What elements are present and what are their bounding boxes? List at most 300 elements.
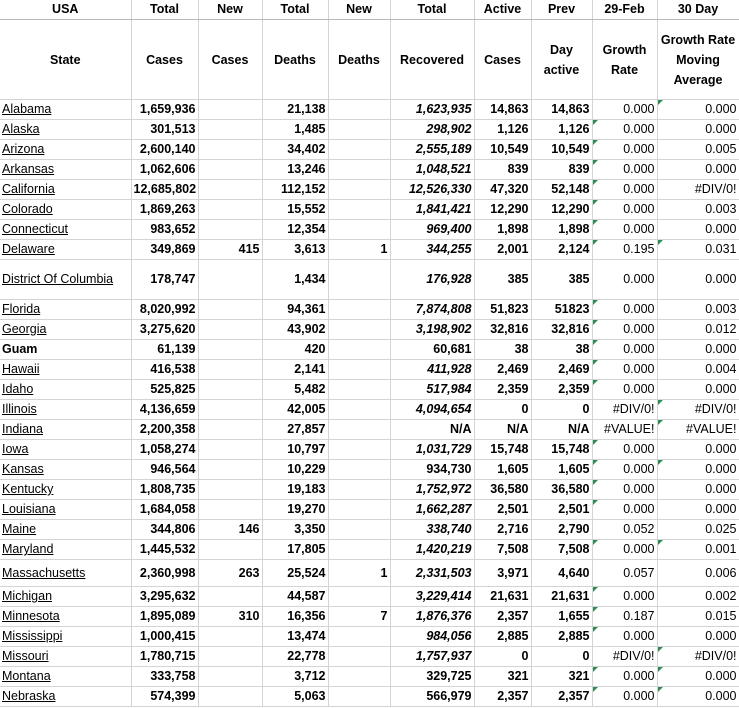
prev-cell[interactable]: 2,124 xyxy=(531,240,592,260)
active-cell[interactable]: 32,816 xyxy=(474,320,531,340)
total-deaths-cell[interactable]: 3,712 xyxy=(262,667,328,687)
new-cases-cell[interactable]: 263 xyxy=(198,560,262,587)
total-deaths-cell[interactable]: 44,587 xyxy=(262,587,328,607)
total-cases-cell[interactable]: 2,600,140 xyxy=(131,140,198,160)
state-cell[interactable]: Illinois xyxy=(0,400,131,420)
state-cell[interactable]: Louisiana xyxy=(0,500,131,520)
total-deaths-cell[interactable]: 12,354 xyxy=(262,220,328,240)
state-cell[interactable]: Arkansas xyxy=(0,160,131,180)
new-cases-cell[interactable] xyxy=(198,160,262,180)
avg-cell[interactable]: 0.000 xyxy=(657,380,739,400)
total-deaths-cell[interactable]: 3,613 xyxy=(262,240,328,260)
new-deaths-cell[interactable] xyxy=(328,300,390,320)
total-cases-cell[interactable]: 1,895,089 xyxy=(131,607,198,627)
total-cases-cell[interactable]: 178,747 xyxy=(131,260,198,300)
total-deaths-cell[interactable]: 2,141 xyxy=(262,360,328,380)
growth-cell[interactable]: 0.000 xyxy=(592,480,657,500)
total-deaths-cell[interactable]: 10,797 xyxy=(262,440,328,460)
new-cases-cell[interactable]: 146 xyxy=(198,520,262,540)
prev-cell[interactable]: 21,631 xyxy=(531,587,592,607)
new-deaths-cell[interactable]: 7 xyxy=(328,607,390,627)
header-cell[interactable]: Prev xyxy=(531,0,592,20)
prev-cell[interactable]: 10,549 xyxy=(531,140,592,160)
new-cases-cell[interactable] xyxy=(198,687,262,707)
state-cell[interactable]: Minnesota xyxy=(0,607,131,627)
prev-cell[interactable]: 32,816 xyxy=(531,320,592,340)
recovered-cell[interactable]: 1,757,937 xyxy=(390,647,474,667)
state-cell[interactable]: Delaware xyxy=(0,240,131,260)
active-cell[interactable]: 10,549 xyxy=(474,140,531,160)
total-deaths-cell[interactable]: 25,524 xyxy=(262,560,328,587)
avg-cell[interactable]: 0.000 xyxy=(657,627,739,647)
state-cell[interactable]: Idaho xyxy=(0,380,131,400)
total-deaths-cell[interactable]: 3,350 xyxy=(262,520,328,540)
active-cell[interactable]: 839 xyxy=(474,160,531,180)
header-cell[interactable]: Deaths xyxy=(262,20,328,100)
state-cell[interactable]: Alaska xyxy=(0,120,131,140)
prev-cell[interactable]: 4,640 xyxy=(531,560,592,587)
active-cell[interactable]: 38 xyxy=(474,340,531,360)
active-cell[interactable]: 2,716 xyxy=(474,520,531,540)
active-cell[interactable]: 2,357 xyxy=(474,607,531,627)
total-deaths-cell[interactable]: 27,857 xyxy=(262,420,328,440)
new-deaths-cell[interactable] xyxy=(328,260,390,300)
prev-cell[interactable]: 1,655 xyxy=(531,607,592,627)
total-cases-cell[interactable]: 946,564 xyxy=(131,460,198,480)
new-cases-cell[interactable] xyxy=(198,220,262,240)
recovered-cell[interactable]: 1,841,421 xyxy=(390,200,474,220)
new-cases-cell[interactable] xyxy=(198,260,262,300)
active-cell[interactable]: 2,359 xyxy=(474,380,531,400)
new-cases-cell[interactable] xyxy=(198,667,262,687)
new-cases-cell[interactable] xyxy=(198,340,262,360)
new-deaths-cell[interactable] xyxy=(328,400,390,420)
total-cases-cell[interactable]: 1,058,274 xyxy=(131,440,198,460)
new-cases-cell[interactable] xyxy=(198,320,262,340)
total-cases-cell[interactable]: 1,000,415 xyxy=(131,627,198,647)
new-deaths-cell[interactable]: 1 xyxy=(328,560,390,587)
total-cases-cell[interactable]: 333,758 xyxy=(131,667,198,687)
prev-cell[interactable]: 1,126 xyxy=(531,120,592,140)
active-cell[interactable]: 2,469 xyxy=(474,360,531,380)
avg-cell[interactable]: 0.000 xyxy=(657,460,739,480)
recovered-cell[interactable]: 411,928 xyxy=(390,360,474,380)
avg-cell[interactable]: 0.003 xyxy=(657,300,739,320)
total-cases-cell[interactable]: 1,684,058 xyxy=(131,500,198,520)
growth-cell[interactable]: 0.187 xyxy=(592,607,657,627)
growth-cell[interactable]: #DIV/0! xyxy=(592,647,657,667)
total-cases-cell[interactable]: 61,139 xyxy=(131,340,198,360)
growth-cell[interactable]: 0.000 xyxy=(592,500,657,520)
state-cell[interactable]: Massachusetts xyxy=(0,560,131,587)
recovered-cell[interactable]: 3,229,414 xyxy=(390,587,474,607)
state-cell[interactable]: Colorado xyxy=(0,200,131,220)
growth-cell[interactable]: 0.000 xyxy=(592,667,657,687)
growth-cell[interactable]: 0.057 xyxy=(592,560,657,587)
new-cases-cell[interactable] xyxy=(198,480,262,500)
total-deaths-cell[interactable]: 34,402 xyxy=(262,140,328,160)
new-cases-cell[interactable] xyxy=(198,540,262,560)
total-deaths-cell[interactable]: 43,902 xyxy=(262,320,328,340)
new-cases-cell[interactable] xyxy=(198,420,262,440)
total-deaths-cell[interactable]: 15,552 xyxy=(262,200,328,220)
avg-cell[interactable]: #DIV/0! xyxy=(657,180,739,200)
active-cell[interactable]: N/A xyxy=(474,420,531,440)
prev-cell[interactable]: 52,148 xyxy=(531,180,592,200)
growth-cell[interactable]: 0.000 xyxy=(592,140,657,160)
recovered-cell[interactable]: 566,979 xyxy=(390,687,474,707)
growth-cell[interactable]: 0.052 xyxy=(592,520,657,540)
total-deaths-cell[interactable]: 5,063 xyxy=(262,687,328,707)
active-cell[interactable]: 0 xyxy=(474,400,531,420)
state-cell[interactable]: Mississippi xyxy=(0,627,131,647)
header-cell[interactable]: Cases xyxy=(198,20,262,100)
prev-cell[interactable]: 0 xyxy=(531,647,592,667)
total-cases-cell[interactable]: 1,869,263 xyxy=(131,200,198,220)
active-cell[interactable]: 14,863 xyxy=(474,100,531,120)
avg-cell[interactable]: 0.000 xyxy=(657,260,739,300)
avg-cell[interactable]: 0.003 xyxy=(657,200,739,220)
active-cell[interactable]: 21,631 xyxy=(474,587,531,607)
new-cases-cell[interactable] xyxy=(198,440,262,460)
total-cases-cell[interactable]: 3,295,632 xyxy=(131,587,198,607)
new-deaths-cell[interactable] xyxy=(328,420,390,440)
recovered-cell[interactable]: 1,048,521 xyxy=(390,160,474,180)
header-cell[interactable]: Total xyxy=(262,0,328,20)
new-cases-cell[interactable] xyxy=(198,460,262,480)
header-cell[interactable]: Total xyxy=(390,0,474,20)
total-cases-cell[interactable]: 2,360,998 xyxy=(131,560,198,587)
total-cases-cell[interactable]: 525,825 xyxy=(131,380,198,400)
growth-cell[interactable]: 0.000 xyxy=(592,100,657,120)
total-deaths-cell[interactable]: 1,485 xyxy=(262,120,328,140)
header-cell[interactable]: New xyxy=(328,0,390,20)
recovered-cell[interactable]: 1,420,219 xyxy=(390,540,474,560)
new-deaths-cell[interactable]: 1 xyxy=(328,240,390,260)
avg-cell[interactable]: 0.000 xyxy=(657,340,739,360)
new-cases-cell[interactable] xyxy=(198,200,262,220)
new-deaths-cell[interactable] xyxy=(328,100,390,120)
recovered-cell[interactable]: 2,331,503 xyxy=(390,560,474,587)
total-cases-cell[interactable]: 1,808,735 xyxy=(131,480,198,500)
new-cases-cell[interactable] xyxy=(198,140,262,160)
total-cases-cell[interactable]: 4,136,659 xyxy=(131,400,198,420)
recovered-cell[interactable]: N/A xyxy=(390,420,474,440)
total-cases-cell[interactable]: 574,399 xyxy=(131,687,198,707)
growth-cell[interactable]: 0.000 xyxy=(592,687,657,707)
total-cases-cell[interactable]: 3,275,620 xyxy=(131,320,198,340)
new-deaths-cell[interactable] xyxy=(328,627,390,647)
state-cell[interactable]: Arizona xyxy=(0,140,131,160)
state-cell[interactable]: Florida xyxy=(0,300,131,320)
prev-cell[interactable]: 1,605 xyxy=(531,460,592,480)
prev-cell[interactable]: 38 xyxy=(531,340,592,360)
growth-cell[interactable]: 0.000 xyxy=(592,540,657,560)
avg-cell[interactable]: 0.031 xyxy=(657,240,739,260)
total-cases-cell[interactable]: 8,020,992 xyxy=(131,300,198,320)
active-cell[interactable]: 0 xyxy=(474,647,531,667)
state-cell[interactable]: Kentucky xyxy=(0,480,131,500)
growth-cell[interactable]: 0.000 xyxy=(592,160,657,180)
growth-cell[interactable]: 0.000 xyxy=(592,260,657,300)
new-deaths-cell[interactable] xyxy=(328,667,390,687)
state-cell[interactable]: Indiana xyxy=(0,420,131,440)
header-cell[interactable]: Cases xyxy=(474,20,531,100)
new-cases-cell[interactable]: 310 xyxy=(198,607,262,627)
recovered-cell[interactable]: 2,555,189 xyxy=(390,140,474,160)
total-deaths-cell[interactable]: 16,356 xyxy=(262,607,328,627)
avg-cell[interactable]: 0.000 xyxy=(657,480,739,500)
prev-cell[interactable]: 12,290 xyxy=(531,200,592,220)
state-cell[interactable]: Montana xyxy=(0,667,131,687)
growth-cell[interactable]: 0.000 xyxy=(592,440,657,460)
recovered-cell[interactable]: 344,255 xyxy=(390,240,474,260)
new-deaths-cell[interactable] xyxy=(328,380,390,400)
new-deaths-cell[interactable] xyxy=(328,480,390,500)
active-cell[interactable]: 2,501 xyxy=(474,500,531,520)
state-cell[interactable]: Maryland xyxy=(0,540,131,560)
new-deaths-cell[interactable] xyxy=(328,460,390,480)
state-cell[interactable]: Alabama xyxy=(0,100,131,120)
recovered-cell[interactable]: 3,198,902 xyxy=(390,320,474,340)
growth-cell[interactable]: 0.000 xyxy=(592,220,657,240)
total-deaths-cell[interactable]: 19,270 xyxy=(262,500,328,520)
new-cases-cell[interactable] xyxy=(198,400,262,420)
avg-cell[interactable]: 0.000 xyxy=(657,220,739,240)
total-deaths-cell[interactable]: 17,805 xyxy=(262,540,328,560)
new-deaths-cell[interactable] xyxy=(328,647,390,667)
recovered-cell[interactable]: 338,740 xyxy=(390,520,474,540)
header-cell[interactable]: USA xyxy=(0,0,131,20)
new-cases-cell[interactable] xyxy=(198,647,262,667)
recovered-cell[interactable]: 7,874,808 xyxy=(390,300,474,320)
growth-cell[interactable]: 0.000 xyxy=(592,320,657,340)
prev-cell[interactable]: 2,469 xyxy=(531,360,592,380)
state-cell[interactable]: District Of Columbia xyxy=(0,260,131,300)
active-cell[interactable]: 12,290 xyxy=(474,200,531,220)
avg-cell[interactable]: 0.006 xyxy=(657,560,739,587)
total-cases-cell[interactable]: 2,200,358 xyxy=(131,420,198,440)
total-cases-cell[interactable]: 12,685,802 xyxy=(131,180,198,200)
state-cell[interactable]: Georgia xyxy=(0,320,131,340)
avg-cell[interactable]: #DIV/0! xyxy=(657,400,739,420)
total-deaths-cell[interactable]: 10,229 xyxy=(262,460,328,480)
new-cases-cell[interactable] xyxy=(198,300,262,320)
total-cases-cell[interactable]: 1,780,715 xyxy=(131,647,198,667)
new-cases-cell[interactable] xyxy=(198,587,262,607)
active-cell[interactable]: 1,126 xyxy=(474,120,531,140)
total-cases-cell[interactable]: 349,869 xyxy=(131,240,198,260)
new-deaths-cell[interactable] xyxy=(328,180,390,200)
new-deaths-cell[interactable] xyxy=(328,500,390,520)
active-cell[interactable]: 7,508 xyxy=(474,540,531,560)
new-cases-cell[interactable] xyxy=(198,627,262,647)
prev-cell[interactable]: 2,357 xyxy=(531,687,592,707)
new-deaths-cell[interactable] xyxy=(328,687,390,707)
new-cases-cell[interactable] xyxy=(198,120,262,140)
recovered-cell[interactable]: 1,031,729 xyxy=(390,440,474,460)
active-cell[interactable]: 2,885 xyxy=(474,627,531,647)
avg-cell[interactable]: 0.004 xyxy=(657,360,739,380)
recovered-cell[interactable]: 969,400 xyxy=(390,220,474,240)
recovered-cell[interactable]: 984,056 xyxy=(390,627,474,647)
header-cell[interactable]: State xyxy=(0,20,131,100)
state-cell[interactable]: Maine xyxy=(0,520,131,540)
prev-cell[interactable]: 385 xyxy=(531,260,592,300)
new-deaths-cell[interactable] xyxy=(328,120,390,140)
state-cell[interactable]: Missouri xyxy=(0,647,131,667)
active-cell[interactable]: 15,748 xyxy=(474,440,531,460)
new-cases-cell[interactable] xyxy=(198,100,262,120)
total-deaths-cell[interactable]: 19,183 xyxy=(262,480,328,500)
prev-cell[interactable]: 2,885 xyxy=(531,627,592,647)
state-cell[interactable]: Kansas xyxy=(0,460,131,480)
total-cases-cell[interactable]: 1,062,606 xyxy=(131,160,198,180)
growth-cell[interactable]: 0.000 xyxy=(592,627,657,647)
active-cell[interactable]: 47,320 xyxy=(474,180,531,200)
new-deaths-cell[interactable] xyxy=(328,140,390,160)
header-cell[interactable]: 30 Day xyxy=(657,0,739,20)
prev-cell[interactable]: 2,359 xyxy=(531,380,592,400)
new-deaths-cell[interactable] xyxy=(328,160,390,180)
header-cell[interactable]: Growth Rate Moving Average xyxy=(657,20,739,100)
new-deaths-cell[interactable] xyxy=(328,340,390,360)
total-deaths-cell[interactable]: 22,778 xyxy=(262,647,328,667)
prev-cell[interactable]: 15,748 xyxy=(531,440,592,460)
recovered-cell[interactable]: 329,725 xyxy=(390,667,474,687)
growth-cell[interactable]: 0.000 xyxy=(592,180,657,200)
new-deaths-cell[interactable] xyxy=(328,360,390,380)
total-deaths-cell[interactable]: 112,152 xyxy=(262,180,328,200)
avg-cell[interactable]: 0.000 xyxy=(657,120,739,140)
avg-cell[interactable]: 0.015 xyxy=(657,607,739,627)
new-deaths-cell[interactable] xyxy=(328,520,390,540)
prev-cell[interactable]: 2,501 xyxy=(531,500,592,520)
recovered-cell[interactable]: 12,526,330 xyxy=(390,180,474,200)
state-cell[interactable]: Michigan xyxy=(0,587,131,607)
total-cases-cell[interactable]: 1,659,936 xyxy=(131,100,198,120)
prev-cell[interactable]: 0 xyxy=(531,400,592,420)
active-cell[interactable]: 1,605 xyxy=(474,460,531,480)
active-cell[interactable]: 321 xyxy=(474,667,531,687)
header-cell[interactable]: Recovered xyxy=(390,20,474,100)
header-cell[interactable]: New xyxy=(198,0,262,20)
new-cases-cell[interactable] xyxy=(198,500,262,520)
total-cases-cell[interactable]: 983,652 xyxy=(131,220,198,240)
state-cell[interactable]: Hawaii xyxy=(0,360,131,380)
recovered-cell[interactable]: 517,984 xyxy=(390,380,474,400)
state-cell[interactable]: California xyxy=(0,180,131,200)
total-deaths-cell[interactable]: 21,138 xyxy=(262,100,328,120)
recovered-cell[interactable]: 1,662,287 xyxy=(390,500,474,520)
active-cell[interactable]: 2,001 xyxy=(474,240,531,260)
growth-cell[interactable]: 0.000 xyxy=(592,120,657,140)
prev-cell[interactable]: 14,863 xyxy=(531,100,592,120)
header-cell[interactable]: Cases xyxy=(131,20,198,100)
prev-cell[interactable]: 1,898 xyxy=(531,220,592,240)
growth-cell[interactable]: 0.000 xyxy=(592,380,657,400)
state-cell[interactable]: Nebraska xyxy=(0,687,131,707)
avg-cell[interactable]: 0.000 xyxy=(657,160,739,180)
total-deaths-cell[interactable]: 13,246 xyxy=(262,160,328,180)
total-deaths-cell[interactable]: 1,434 xyxy=(262,260,328,300)
state-cell[interactable]: Iowa xyxy=(0,440,131,460)
new-deaths-cell[interactable] xyxy=(328,587,390,607)
avg-cell[interactable]: 0.005 xyxy=(657,140,739,160)
new-deaths-cell[interactable] xyxy=(328,220,390,240)
new-deaths-cell[interactable] xyxy=(328,200,390,220)
prev-cell[interactable]: 839 xyxy=(531,160,592,180)
total-cases-cell[interactable]: 416,538 xyxy=(131,360,198,380)
header-cell[interactable]: Total xyxy=(131,0,198,20)
recovered-cell[interactable]: 60,681 xyxy=(390,340,474,360)
total-deaths-cell[interactable]: 5,482 xyxy=(262,380,328,400)
header-cell[interactable]: Active xyxy=(474,0,531,20)
growth-cell[interactable]: 0.195 xyxy=(592,240,657,260)
prev-cell[interactable]: N/A xyxy=(531,420,592,440)
new-cases-cell[interactable] xyxy=(198,380,262,400)
recovered-cell[interactable]: 176,928 xyxy=(390,260,474,300)
avg-cell[interactable]: 0.000 xyxy=(657,500,739,520)
recovered-cell[interactable]: 1,752,972 xyxy=(390,480,474,500)
total-cases-cell[interactable]: 344,806 xyxy=(131,520,198,540)
state-cell[interactable]: Connecticut xyxy=(0,220,131,240)
growth-cell[interactable]: 0.000 xyxy=(592,360,657,380)
avg-cell[interactable]: 0.025 xyxy=(657,520,739,540)
active-cell[interactable]: 51,823 xyxy=(474,300,531,320)
header-cell[interactable]: Growth Rate xyxy=(592,20,657,100)
avg-cell[interactable]: 0.002 xyxy=(657,587,739,607)
prev-cell[interactable]: 7,508 xyxy=(531,540,592,560)
new-cases-cell[interactable] xyxy=(198,180,262,200)
state-cell[interactable]: Guam xyxy=(0,340,131,360)
total-cases-cell[interactable]: 301,513 xyxy=(131,120,198,140)
growth-cell[interactable]: 0.000 xyxy=(592,340,657,360)
growth-cell[interactable]: 0.000 xyxy=(592,300,657,320)
header-cell[interactable]: Deaths xyxy=(328,20,390,100)
prev-cell[interactable]: 321 xyxy=(531,667,592,687)
prev-cell[interactable]: 51823 xyxy=(531,300,592,320)
new-deaths-cell[interactable] xyxy=(328,440,390,460)
growth-cell[interactable]: #DIV/0! xyxy=(592,400,657,420)
recovered-cell[interactable]: 1,876,376 xyxy=(390,607,474,627)
avg-cell[interactable]: 0.012 xyxy=(657,320,739,340)
recovered-cell[interactable]: 1,623,935 xyxy=(390,100,474,120)
active-cell[interactable]: 36,580 xyxy=(474,480,531,500)
growth-cell[interactable]: #VALUE! xyxy=(592,420,657,440)
avg-cell[interactable]: 0.000 xyxy=(657,440,739,460)
recovered-cell[interactable]: 4,094,654 xyxy=(390,400,474,420)
recovered-cell[interactable]: 298,902 xyxy=(390,120,474,140)
new-deaths-cell[interactable] xyxy=(328,320,390,340)
header-cell[interactable]: 29-Feb xyxy=(592,0,657,20)
prev-cell[interactable]: 2,790 xyxy=(531,520,592,540)
recovered-cell[interactable]: 934,730 xyxy=(390,460,474,480)
avg-cell[interactable]: #DIV/0! xyxy=(657,647,739,667)
total-deaths-cell[interactable]: 420 xyxy=(262,340,328,360)
growth-cell[interactable]: 0.000 xyxy=(592,460,657,480)
growth-cell[interactable]: 0.000 xyxy=(592,587,657,607)
avg-cell[interactable]: 0.001 xyxy=(657,540,739,560)
prev-cell[interactable]: 36,580 xyxy=(531,480,592,500)
active-cell[interactable]: 385 xyxy=(474,260,531,300)
active-cell[interactable]: 3,971 xyxy=(474,560,531,587)
total-deaths-cell[interactable]: 42,005 xyxy=(262,400,328,420)
new-cases-cell[interactable] xyxy=(198,360,262,380)
new-deaths-cell[interactable] xyxy=(328,540,390,560)
active-cell[interactable]: 2,357 xyxy=(474,687,531,707)
header-cell[interactable]: Day active xyxy=(531,20,592,100)
